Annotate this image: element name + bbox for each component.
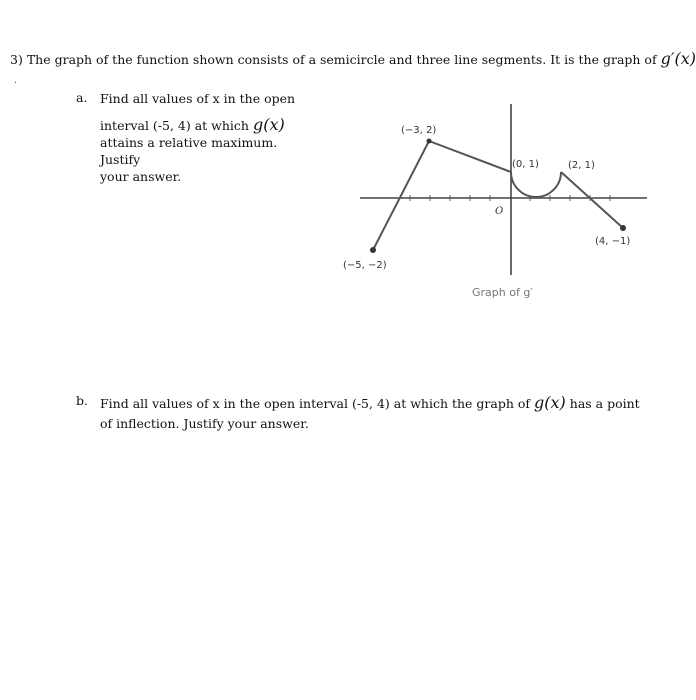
point-dot-left	[370, 247, 376, 253]
origin-label: O	[495, 206, 504, 217]
point-label-neg5-neg2: (−5, −2)	[343, 260, 387, 271]
point-dot-right	[620, 225, 626, 231]
question-intro	[10, 49, 696, 69]
point-label-4-neg1: (4, −1)	[595, 236, 631, 247]
point-label-neg3-2: (−3, 2)	[401, 125, 437, 136]
g-prime-notation: g′(x)	[660, 49, 696, 68]
part-a-line2	[100, 116, 320, 134]
graph-caption: Graph of g′	[472, 286, 533, 299]
g-notation-b: g(x)	[534, 393, 566, 412]
semicircle	[511, 172, 561, 197]
part-a-line1: Find all values of x in the open	[100, 91, 296, 106]
part-a-marker: a.	[76, 90, 88, 105]
bullet-dot: ·	[14, 78, 18, 89]
part-b-marker: b.	[76, 393, 88, 408]
part-a-line4: your answer.	[100, 169, 182, 184]
question-number: 3)	[10, 52, 23, 67]
graph-of-g-prime	[343, 100, 655, 305]
point-label-0-1: (0, 1)	[512, 159, 539, 170]
part-a-prompt	[100, 90, 320, 185]
segment-1	[373, 141, 429, 250]
point-label-2-1: (2, 1)	[568, 160, 595, 171]
g-notation: g(x)	[252, 115, 285, 134]
part-a-line2-text: interval (-5, 4) at which	[100, 118, 249, 133]
question-intro-text: The graph of the function shown consists of a semicircle and three line segments. It is the graph of	[26, 52, 657, 67]
point-dot-peak	[427, 139, 432, 144]
part-b-prompt	[100, 393, 640, 434]
part-b-text-end: has a point of inflection. Justify your answer.	[100, 396, 640, 431]
part-a-line3: attains a relative maximum. Justify	[100, 135, 278, 167]
part-b-text-start: Find all values of x in the open interval (-5, 4) at which the graph of	[100, 396, 531, 411]
segment-2	[429, 141, 511, 172]
